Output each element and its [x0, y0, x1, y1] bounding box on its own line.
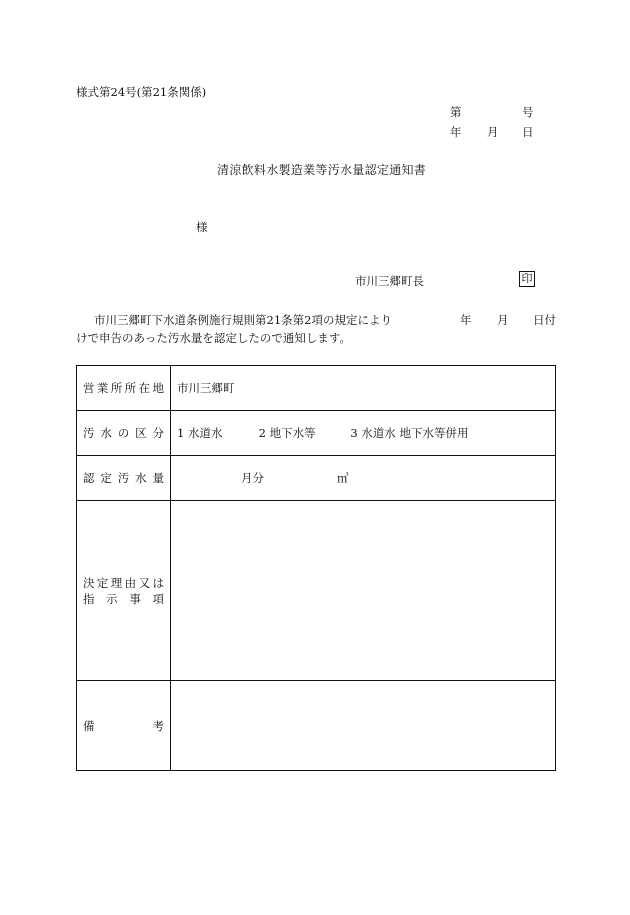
location-value: 市川三郷町	[177, 381, 235, 395]
volume-label: 認 定 汚 水 量	[77, 456, 171, 501]
reason-value-cell[interactable]	[171, 501, 556, 681]
reason-label: 決 定 理 由 又 は 指 示 事 項	[77, 501, 171, 681]
category-label: 汚 水 の 区 分	[77, 411, 171, 456]
date-month: 月	[487, 125, 499, 139]
row-volume	[77, 456, 556, 501]
remarks-label: 備 考	[77, 681, 171, 771]
number-prefix: 第	[450, 105, 462, 119]
body-month: 月	[497, 313, 509, 327]
body-text-line1: 市川三郷町下水道条例施行規則第21条第2項の規定により	[94, 313, 392, 327]
volume-unit: ㎥	[337, 471, 349, 485]
addressee-suffix: 様	[196, 220, 208, 234]
date-day: 日	[522, 125, 534, 139]
row-category	[77, 411, 556, 456]
row-location	[77, 366, 556, 411]
document-title: 清涼飲料水製造業等汚水量認定通知書	[217, 163, 427, 177]
category-options-cell[interactable]	[171, 411, 556, 456]
category-option-1[interactable]: 1 水道水	[177, 426, 223, 440]
body-year: 年	[460, 313, 472, 327]
number-suffix: 号	[522, 105, 534, 119]
location-value-cell[interactable]	[171, 366, 556, 411]
issuer-name: 市川三郷町長	[355, 274, 424, 288]
location-label: 営 業 所 所 在 地	[77, 366, 171, 411]
remarks-value-cell[interactable]	[171, 681, 556, 771]
body-text-line2: けで申告のあった汚水量を認定したので通知します。	[76, 331, 351, 345]
category-option-3[interactable]: 3 水道水 地下水等併用	[350, 426, 469, 440]
volume-value-cell[interactable]	[171, 456, 556, 501]
row-remarks	[77, 681, 556, 771]
date-year: 年	[450, 125, 462, 139]
seal-stamp: 印	[519, 271, 535, 287]
body-day-suffix: 日付	[533, 313, 556, 327]
form-number: 様式第24号(第21条関係)	[76, 85, 207, 99]
volume-period: 月分	[241, 471, 264, 485]
row-reason	[77, 501, 556, 681]
category-option-2[interactable]: 2 地下水等	[258, 426, 316, 440]
form-table	[76, 365, 556, 771]
